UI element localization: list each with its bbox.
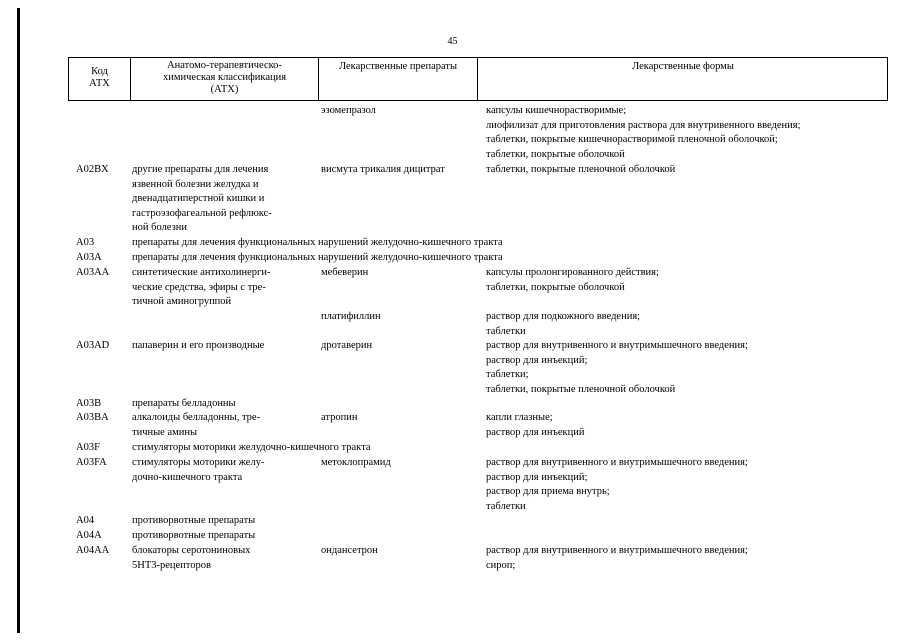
atc-classification-line: папаверин и его производные (132, 340, 265, 351)
atc-classification-line: тичной аминогруппой (132, 296, 232, 307)
dosage-forms (486, 456, 748, 514)
header-atc-line: Анатомо-терапевтическо- (167, 60, 282, 71)
atc-code: A02BX (76, 164, 109, 175)
dosage-forms (486, 310, 640, 339)
atc-classification-line: синтетические антихолинерги- (132, 267, 271, 278)
header-code-atc (69, 58, 130, 100)
atc-classification-line: стимуляторы моторики желудочно-кишечного тракта (132, 442, 371, 453)
scan-edge-bar (17, 8, 20, 633)
dosage-forms (486, 266, 659, 295)
drug-name: дротаверин (321, 340, 373, 351)
atc-classification-line: блокаторы серотониновых (132, 545, 251, 556)
atc-classification (132, 544, 312, 573)
atc-classification-line: ческие средства, эфиры с тре- (132, 281, 266, 293)
atc-classification-line: противорвотные препараты (132, 515, 256, 526)
table-header (68, 57, 888, 101)
header-dosage-forms: Лекарственные формы (477, 58, 888, 100)
dosage-form-line: раствор для приема внутрь; (486, 486, 610, 497)
header-atc-classification (130, 58, 318, 100)
atc-classification-line: дочно-кишечного тракта (132, 471, 243, 483)
dosage-forms (486, 104, 801, 162)
dosage-form-line: раствор для инъекций; (486, 354, 588, 366)
atc-classification (132, 236, 503, 251)
atc-classification-line: препараты для лечения функциональных нарушений желудочно-кишечного тракта (132, 252, 503, 263)
atc-classification (132, 529, 312, 544)
dosage-forms (486, 411, 585, 440)
atc-code: A03 (76, 237, 95, 248)
atc-classification (132, 251, 503, 266)
atc-classification-line: язвенной болезни желудка и (132, 178, 259, 190)
dosage-form-line: раствор для инъекций; (486, 471, 588, 483)
atc-classification (132, 441, 371, 456)
atc-classification-line: тичные амины (132, 426, 198, 438)
dosage-form-line: раствор для внутривенного и внутримышечного введения; (486, 457, 748, 468)
drug-name: атропин (321, 412, 358, 423)
dosage-form-line: капсулы кишечнорастворимые; (486, 105, 627, 116)
drug-name: эзомепразол (321, 105, 376, 116)
atc-code: A03F (76, 442, 100, 453)
dosage-forms (486, 163, 675, 178)
dosage-form-line: таблетки, покрытые оболочкой (486, 281, 625, 293)
dosage-forms (486, 339, 748, 397)
atc-classification-line: алкалоиды белладонны, тре- (132, 412, 261, 423)
atc-classification-line: препараты для лечения функциональных нарушений желудочно-кишечного тракта (132, 237, 503, 248)
atc-classification (132, 339, 312, 354)
dosage-form-line: таблетки, покрытые пленочной оболочкой (486, 383, 676, 395)
dosage-form-line: лиофилизат для приготовления раствора для внутривенного введения; (486, 119, 801, 131)
drug-name: платифиллин (321, 311, 381, 322)
atc-classification (132, 397, 312, 412)
header-drugs: Лекарственные препараты (318, 58, 477, 100)
atc-classification-line: препараты белладонны (132, 398, 236, 409)
dosage-form-line: таблетки, покрытые кишечнорастворимой пленочной оболочкой; (486, 134, 778, 145)
atc-code: A03A (76, 252, 102, 263)
page-number: 45 (447, 36, 458, 47)
atc-classification-line: стимуляторы моторики желу- (132, 457, 265, 468)
dosage-form-line: таблетки (486, 325, 526, 337)
atc-classification (132, 163, 312, 236)
dosage-form-line: таблетки, покрытые пленочной оболочкой (486, 164, 676, 175)
atc-classification-line: 5HT3-рецепторов (132, 559, 211, 571)
dosage-form-line: таблетки (486, 500, 526, 512)
atc-classification-line: гастроэзофагеальной рефлюкс- (132, 207, 272, 219)
atc-classification-line: другие препараты для лечения (132, 164, 269, 175)
atc-code: A03BA (76, 412, 109, 423)
atc-classification (132, 411, 312, 440)
dosage-form-line: таблетки, покрытые оболочкой (486, 148, 625, 160)
atc-classification (132, 514, 312, 529)
drug-name: висмута трикалия дицитрат (321, 164, 445, 175)
atc-code: A03FA (76, 457, 107, 468)
dosage-form-line: сироп; (486, 559, 516, 571)
dosage-form-line: раствор для внутривенного и внутримышечного введения; (486, 545, 748, 556)
atc-code: A03AA (76, 267, 110, 278)
header-atc-line: химическая классификация (162, 72, 287, 83)
atc-code: A03B (76, 398, 102, 409)
dosage-forms (486, 544, 748, 573)
atc-code: A04A (76, 530, 102, 541)
header-atc-line: (АТХ) (210, 84, 239, 95)
atc-classification-line: ной болезни (132, 222, 187, 233)
dosage-form-line: капсулы пролонгированного действия; (486, 267, 659, 278)
header-code-line: АТХ (89, 78, 110, 89)
drug-name: ондансетрон (321, 545, 378, 556)
drug-name: метоклопрамид (321, 457, 391, 468)
dosage-form-line: раствор для инъекций (486, 426, 585, 438)
atc-classification-line: противорвотные препараты (132, 530, 256, 541)
drug-name: мебеверин (321, 267, 369, 278)
dosage-form-line: капли глазные; (486, 412, 553, 423)
atc-classification-line: двенадцатиперстной кишки и (132, 193, 265, 204)
atc-code: A04AA (76, 545, 110, 556)
atc-classification (132, 266, 312, 310)
atc-code: A03AD (76, 340, 110, 351)
dosage-form-line: раствор для подкожного введения; (486, 311, 641, 322)
header-code-line: Код (91, 66, 108, 77)
atc-classification (132, 456, 312, 485)
dosage-form-line: раствор для внутривенного и внутримышечного введения; (486, 340, 748, 351)
atc-code: A04 (76, 515, 95, 526)
dosage-form-line: таблетки; (486, 369, 529, 380)
